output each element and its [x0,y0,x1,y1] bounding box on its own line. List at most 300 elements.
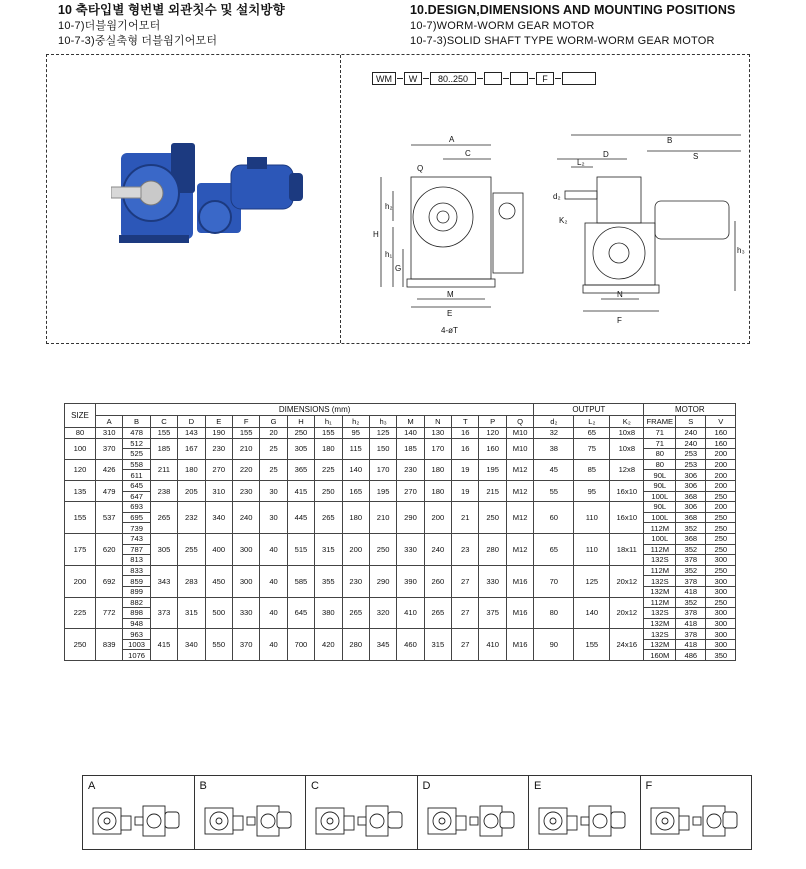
table-cell: M12 [506,502,533,534]
table-cell: 250 [65,629,96,661]
table-cell: 80 [65,428,96,439]
table-cell: 500 [205,597,232,629]
table-cell: 200 [706,470,736,481]
table-cell: 200 [706,459,736,470]
side-view-top [597,177,641,223]
table-cell: 185 [397,438,424,459]
table-cell: 130 [424,428,451,439]
table-cell: 112M [644,544,676,555]
table-cell: 620 [96,533,123,565]
table-cell: 340 [178,629,205,661]
table-cell: 24x16 [610,629,644,661]
table-cell: 558 [123,459,150,470]
table-cell: 210 [369,502,396,534]
table-cell: 415 [150,629,177,661]
th-col: T [452,416,479,428]
output-hub [139,181,163,205]
table-cell: 135 [65,480,96,501]
table-cell: 200 [706,480,736,491]
table-cell: 200 [342,533,369,565]
table-cell: M16 [506,597,533,629]
table-cell: 71 [644,428,676,439]
side-view-shaft [565,191,597,199]
table-cell: 368 [676,491,706,502]
th-col: P [479,416,506,428]
table-cell: 120 [479,428,506,439]
table-cell: 250 [706,533,736,544]
table-body [65,428,736,661]
second-flange [199,201,231,233]
label-A: A [449,135,455,144]
table-cell: 10x8 [610,428,644,439]
table-cell: 240 [676,438,706,449]
th-col: L₂ [574,416,610,428]
table-cell: M12 [506,459,533,480]
label-S: S [693,152,699,161]
table-cell: 250 [287,428,314,439]
table-cell: 185 [150,438,177,459]
table-cell: 305 [287,438,314,459]
table-cell: 75 [574,438,610,459]
table-cell: 95 [574,480,610,501]
th-col: K₂ [610,416,644,428]
table-cell: 418 [676,618,706,629]
table-cell: 375 [479,597,506,629]
table-cell: 300 [232,565,259,597]
table-cell: 150 [369,438,396,459]
table-cell: 370 [96,438,123,459]
table-cell: 305 [150,533,177,565]
table-cell: 20 [260,428,287,439]
mounting-position-c [306,776,418,849]
table-cell: 30 [260,480,287,501]
label-d2: d₂ [553,192,561,201]
table-header-row-2 [65,416,736,428]
table-cell: 378 [676,608,706,619]
mounting-label: E [534,780,542,792]
th-col: h₂ [342,416,369,428]
table-cell: 27 [452,629,479,661]
header-right-sub1: 10-7)WORM-WORM GEAR MOTOR [410,20,595,32]
table-cell: 390 [397,565,424,597]
table-cell: 265 [424,597,451,629]
table-cell: 160M [644,650,676,661]
table-cell: 180 [424,480,451,501]
figure-divider [340,55,341,343]
header-right-sub2: 10-7-3)SOLID SHAFT TYPE WORM-WORM GEAR MOTOR [410,35,715,47]
figure-box [46,54,750,344]
table-cell: 65 [574,428,610,439]
table-cell: 253 [676,459,706,470]
table-cell: 90 [534,629,574,661]
table-cell: 400 [205,533,232,565]
th-col: A [96,416,123,428]
table-cell: 19 [452,480,479,501]
table-cell: 155 [315,428,342,439]
table-cell: 90L [644,502,676,513]
table-cell: 80 [644,449,676,460]
table-cell: 240 [424,533,451,565]
table-cell: 16x10 [610,502,644,534]
table-cell: 30 [260,502,287,534]
table-cell: 260 [424,565,451,597]
table-cell: 253 [676,449,706,460]
table-cell: 155 [65,502,96,534]
table-cell: 155 [232,428,259,439]
th-col: M [397,416,424,428]
table-cell: 300 [706,555,736,566]
table-cell: 525 [123,449,150,460]
table-cell: 238 [150,480,177,501]
table-cell: 175 [65,533,96,565]
table-cell: 140 [397,428,424,439]
th-col: H [287,416,314,428]
table-cell: 210 [232,438,259,459]
table-cell: M12 [506,480,533,501]
table-cell: 200 [706,449,736,460]
header-right [410,2,735,49]
table-cell: 898 [123,608,150,619]
table-cell: 232 [178,502,205,534]
th-col: C [150,416,177,428]
table-cell: 230 [205,438,232,459]
th-col: h₃ [369,416,396,428]
table-cell: 250 [479,502,506,534]
front-view-flange [413,187,473,247]
table-cell: 290 [369,565,396,597]
table-cell: 330 [232,597,259,629]
table-cell: 315 [315,533,342,565]
table-cell: 40 [260,629,287,661]
table-cell: 100L [644,533,676,544]
label-h3: h₃ [737,246,745,255]
table-cell: 110 [574,533,610,565]
table-cell: 739 [123,523,150,534]
label-B: B [667,136,673,145]
table-cell: 693 [123,502,150,513]
code-box-4 [484,72,502,85]
mounting-label: B [199,780,207,792]
table-cell: 70 [534,565,574,597]
mounting-label: F [645,780,653,792]
table-cell: 1076 [123,650,150,661]
table-cell: 132S [644,555,676,566]
dimension-drawing [357,131,747,341]
table-cell: 300 [706,629,736,640]
table-cell: 160 [706,428,736,439]
mounting-label: D [422,780,431,792]
table-cell: 813 [123,555,150,566]
table-cell: 445 [287,502,314,534]
table-cell: 90L [644,480,676,491]
table-header-row-1 [65,404,736,416]
table-cell: 352 [676,565,706,576]
table-cell: 140 [574,597,610,629]
code-box-1: WM [372,72,396,85]
front-view-second-box [493,193,523,273]
header-left-sub2: 10-7-3)중실축형 더블웜기어모터 [58,35,218,47]
table-cell: 71 [644,438,676,449]
mounting-diagram [645,800,745,842]
table-cell: 270 [397,480,424,501]
table-cell: 170 [369,459,396,480]
table-cell: 645 [123,480,150,491]
table-cell: 40 [260,533,287,565]
label-D: D [603,150,609,159]
header-right-title: 10.DESIGN,DIMENSIONS AND MOUNTING POSITIONS [410,3,736,17]
table-cell: 195 [369,480,396,501]
table-cell: 378 [676,576,706,587]
th-col: V [706,416,736,428]
table-cell: 320 [369,597,396,629]
model-code [372,72,596,85]
label-C: C [465,149,471,158]
table-cell: 155 [574,629,610,661]
table-cell: 10x8 [610,438,644,459]
table-cell: 32 [534,428,574,439]
table-cell: 300 [232,533,259,565]
side-view-motor [655,201,729,239]
table-cell: 700 [287,629,314,661]
table-cell: 345 [369,629,396,661]
table-cell: 772 [96,597,123,629]
code-box-3: 80..250 [430,72,476,85]
table-cell: 20x12 [610,565,644,597]
table-cell: 220 [232,459,259,480]
th-col: Q [506,416,533,428]
label-G: G [395,264,402,273]
th-dimensions: DIMENSIONS (mm) [96,404,534,416]
table-cell: 512 [123,438,150,449]
table-cell: 230 [232,480,259,501]
table-cell: 112M [644,565,676,576]
table-cell: M10 [506,428,533,439]
table-cell: M16 [506,629,533,661]
base-foot [119,235,189,243]
table-cell: 743 [123,533,150,544]
table-cell: 25 [260,438,287,459]
table-cell: 170 [424,438,451,459]
label-N: N [617,290,623,299]
table-cell: 315 [424,629,451,661]
code-box-2: W [404,72,422,85]
gear-motor-photo [111,135,311,265]
table-cell: 290 [397,502,424,534]
mounting-label: A [88,780,96,792]
table-cell: 611 [123,470,150,481]
label-Q: Q [417,164,424,173]
table-cell: 370 [232,629,259,661]
label-F: F [617,316,622,325]
table-cell: 486 [676,650,706,661]
table-cell: 410 [479,629,506,661]
table-cell: 315 [178,597,205,629]
table-cell: 255 [178,533,205,565]
table-cell: 27 [452,597,479,629]
table-cell: 18x11 [610,533,644,565]
motor-fan-cover [289,173,303,201]
table-cell: 112M [644,597,676,608]
table-cell: 306 [676,480,706,491]
table-cell: 132S [644,608,676,619]
mounting-diagram [533,800,633,842]
table-cell: 40 [260,565,287,597]
table-cell: M16 [506,565,533,597]
table-cell: 378 [676,629,706,640]
table-cell: 899 [123,586,150,597]
table-cell: 585 [287,565,314,597]
side-view-housing [585,223,655,285]
table-cell: 352 [676,544,706,555]
table-cell: 692 [96,565,123,597]
mounting-position-f [641,776,752,849]
table-cell: 250 [706,491,736,502]
table-cell: 16 [452,438,479,459]
table-cell: 250 [706,597,736,608]
table-cell: 215 [479,480,506,501]
code-box-7 [562,72,596,85]
table-cell: 225 [65,597,96,629]
mounting-positions [82,775,752,850]
table-cell: 963 [123,629,150,640]
dimension-table [64,403,736,661]
table-cell: 60 [534,502,574,534]
table-cell: 882 [123,597,150,608]
th-col: G [260,416,287,428]
table-cell: 240 [676,428,706,439]
mounting-diagram [422,800,522,842]
table-cell: 20x12 [610,597,644,629]
table-cell: 55 [534,480,574,501]
th-col: D [178,416,205,428]
table-cell: 368 [676,533,706,544]
table-cell: 100 [65,438,96,459]
table-cell: 537 [96,502,123,534]
header-left-sub1: 10-7)더블웜기어모터 [58,20,161,32]
table-cell: M10 [506,438,533,459]
table-cell: 415 [287,480,314,501]
table-cell: 515 [287,533,314,565]
table-cell: 787 [123,544,150,555]
table-cell: 418 [676,639,706,650]
table-cell: 330 [397,533,424,565]
table-cell: 833 [123,565,150,576]
table-cell: 270 [205,459,232,480]
table-cell: 80 [644,459,676,470]
terminal-box [247,157,267,169]
table-cell: 140 [342,459,369,480]
table-cell: 125 [574,565,610,597]
table-cell: 180 [424,459,451,480]
code-box-6: F [536,72,554,85]
table-cell: 230 [397,459,424,480]
th-col: FRAME [644,416,676,428]
table-cell: 300 [706,576,736,587]
table-cell: 85 [574,459,610,480]
mounting-position-d [418,776,530,849]
th-motor: MOTOR [644,404,736,416]
table-cell: 110 [574,502,610,534]
table-cell: 16 [452,428,479,439]
table-cell: 280 [479,533,506,565]
table-cell: 250 [706,544,736,555]
label-M: M [447,290,454,299]
table-cell: 195 [479,459,506,480]
th-size: SIZE [65,404,96,428]
table-cell: 450 [205,565,232,597]
table-cell: 180 [342,502,369,534]
table-cell: 21 [452,502,479,534]
table-cell: 143 [178,428,205,439]
table-cell: 165 [342,480,369,501]
table-cell: 300 [706,639,736,650]
table-cell: 250 [706,512,736,523]
table-cell: 23 [452,533,479,565]
table-cell: 12x8 [610,459,644,480]
table-cell: 230 [342,565,369,597]
table-cell: 300 [706,608,736,619]
table-cell: 859 [123,576,150,587]
table-cell: 1003 [123,639,150,650]
output-shaft [111,187,141,198]
header-left [58,2,285,49]
table-cell: 306 [676,502,706,513]
label-K2: K₂ [559,216,568,225]
table-cell: 180 [315,438,342,459]
mounting-position-e [529,776,641,849]
mounting-diagram [310,800,410,842]
label-E: E [447,309,453,318]
table-cell: 550 [205,629,232,661]
table-cell: 132M [644,639,676,650]
table-cell: 418 [676,586,706,597]
table-cell: 265 [342,597,369,629]
table-cell: 250 [706,523,736,534]
table-cell: 19 [452,459,479,480]
table-cell: 378 [676,555,706,566]
table-cell: 948 [123,618,150,629]
table-cell: 132S [644,576,676,587]
table-cell: 120 [65,459,96,480]
table-cell: 479 [96,480,123,501]
table-cell: 25 [260,459,287,480]
mounting-diagram [199,800,299,842]
table-cell: 460 [397,629,424,661]
table-cell: 340 [205,502,232,534]
table-cell: 205 [178,480,205,501]
table-cell: 132M [644,618,676,629]
table-cell: 132M [644,586,676,597]
label-H: H [373,230,379,239]
table-cell: 125 [369,428,396,439]
table-cell: 180 [178,459,205,480]
th-col: N [424,416,451,428]
mounting-diagram [87,800,187,842]
table-cell: 190 [205,428,232,439]
table-cell: 100L [644,491,676,502]
label-L2: L₂ [577,158,585,167]
table-cell: 265 [315,502,342,534]
motor-body [231,165,293,209]
label-h1: h₁ [385,250,393,259]
label-T: 4-øT [441,326,458,335]
th-col: E [205,416,232,428]
table-cell: 839 [96,629,123,661]
table-cell: 300 [706,586,736,597]
th-col: S [676,416,706,428]
table-cell: 211 [150,459,177,480]
table-cell: 40 [260,597,287,629]
